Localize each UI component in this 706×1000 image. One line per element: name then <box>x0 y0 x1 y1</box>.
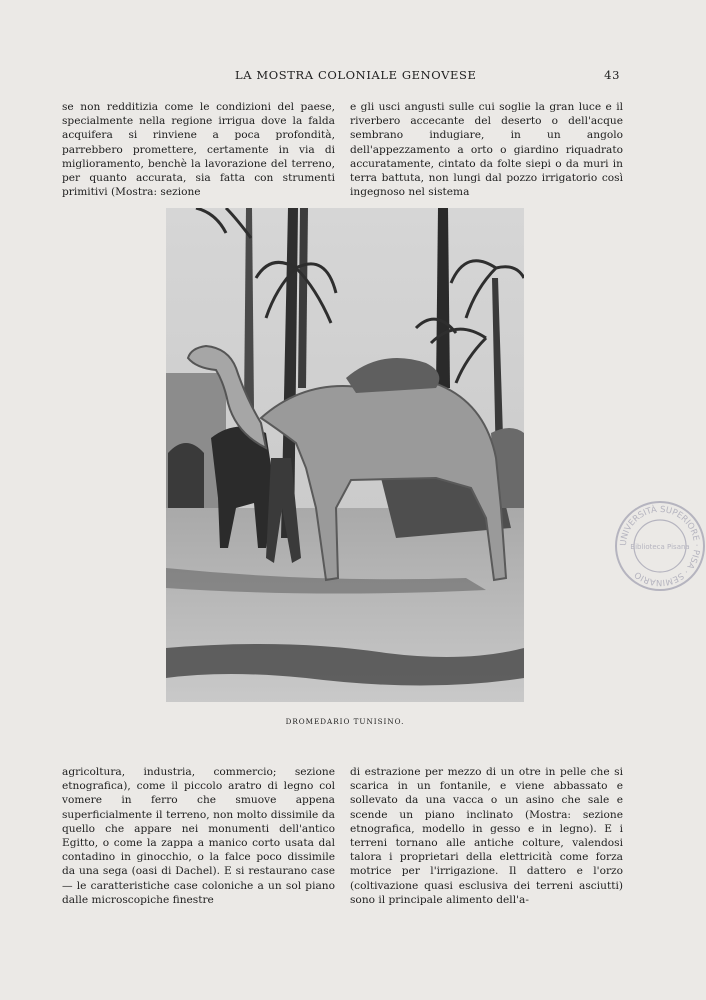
text-column-top-left: se non redditizia come le condizioni del paese, specialmente nella regione irrigua dove la falda acquifera si rinviene a poca profondità, parrebbero promettere, certamente in via di miglioramento, benchè la lavorazione del terreno, per quanto accurata, sia fatta con strumenti primitivi (Mostra: sezione <box>62 101 335 199</box>
text-column-bottom-left: agricoltura, industria, commercio; sezione etnografica), come il piccolo aratro di legno col vomere in ferro che smuove appena superficialmente il terreno, non molto dissimile da quello che appare nei monumenti dell'antico Egitto, o come la zappa a manico corto usata dal contadino in ginocchio, o la falce poco dissimile da una sega (oasi di Dachel). E si restaurano case — le caratteristiche case coloniche a un sol piano dalle microscopiche finestre <box>62 766 335 906</box>
library-stamp <box>612 498 706 594</box>
stamp-ring-text: UNIVERSITÀ SUPERIORE · PISA · SEMINARIO <box>618 504 702 588</box>
running-title: LA MOSTRA COLONIALE GENOVESE <box>235 68 477 82</box>
text-column-bottom-right: di estrazione per mezzo di un otre in pelle che si scarica in un fontanile, e viene abbassato e sollevato da una vacca o un asino che sale e scende un piano inclinato (Mostra: sezione etnografica, modello in gesso e in legno). E i terreni tornano alle antiche colture, valendosi talora i proprietari della elettricità come forza motrice per l'irrigazione. Il dattero e l'orzo (coltivazione quasi esclusiva dei terreni asciutti) sono il principale alimento dell'a- <box>350 766 623 906</box>
camel-photo-illustration <box>166 208 524 702</box>
camel-photograph <box>166 208 524 702</box>
page-number: 43 <box>604 68 620 82</box>
figure-caption: DROMEDARIO TUNISINO. <box>285 717 405 726</box>
text-column-top-right: e gli usci angusti sulle cui soglie la gran luce e il riverbero accecante del deserto o dell'acque sembrano indugiare, in un angolo dell'appezzamento a orto o giardino riquadrato accuratamente, cintato da folte siepi o da muri in terra battuta, non lungi dal pozzo irrigatorio così ingegnoso nel sistema <box>350 101 623 199</box>
stamp-center-text: Biblioteca Pisana <box>630 543 690 551</box>
